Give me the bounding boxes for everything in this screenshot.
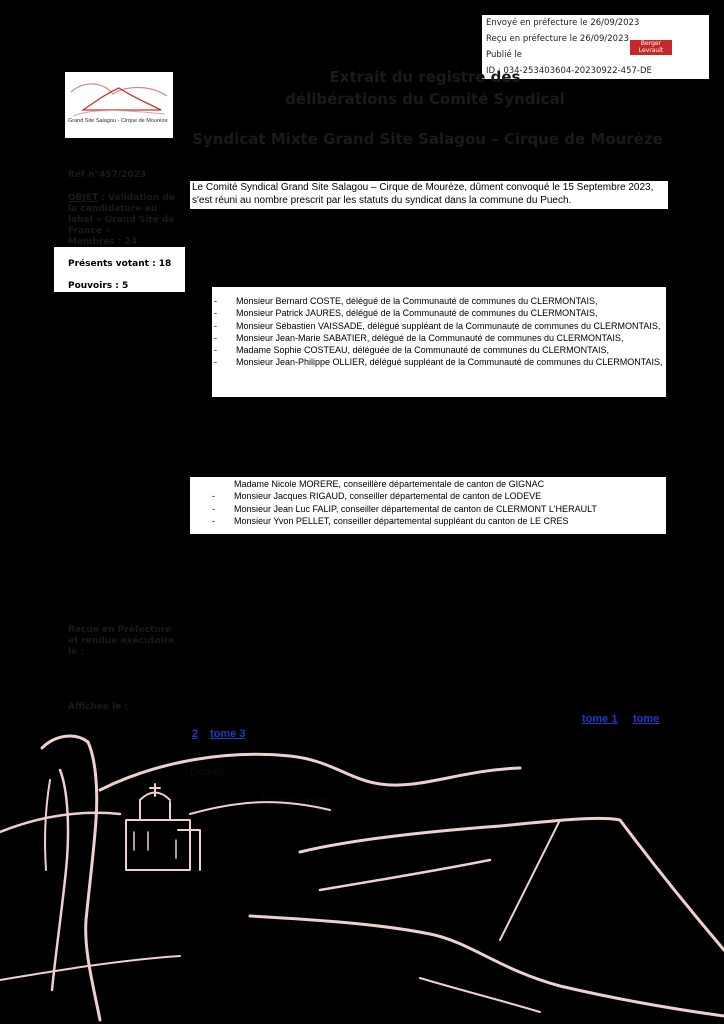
stamp-received: Reçu en préfecture le 26/09/2023 <box>486 34 629 44</box>
list-item: - Monsieur Patrick JAURES, délégué de la Communauté de communes du CLERMONTAIS, <box>214 308 598 319</box>
reference-number: Réf n°457/2023 <box>68 170 147 180</box>
org-name: Syndicat Mixte Grand Site Salagou – Cirque de Mourèze <box>192 130 663 148</box>
objet-label: OBJET <box>68 193 99 203</box>
tome-1-link[interactable]: tome 1 <box>582 713 618 725</box>
list-item: - Monsieur Jean-Philippe OLLIER, délégué suppléant de la Communauté de communes du CLERMONTAIS, <box>214 357 663 368</box>
list-item: - Monsieur Yvon PELLET, conseiller départemental suppléant du canton de LE CRES <box>212 515 569 526</box>
logo-caption: Grand Site Salagou - Cirque de Mourèze <box>68 118 168 124</box>
objet-block <box>68 193 184 237</box>
list-item: - Monsieur Jacques RIGAUD, conseiller départemental de canton de LODEVE <box>212 491 542 502</box>
delegates-list <box>212 295 666 369</box>
pouvoirs-count: Pouvoirs : 5 <box>68 281 129 291</box>
stamp-sent: Envoyé en préfecture le 26/09/2023 <box>486 18 640 28</box>
landscape-logo-icon <box>65 72 173 138</box>
recue-prefecture: Reçue en Préfecture et rendue exécutoire le : <box>68 625 175 657</box>
faint-text-line1: Depuis <box>190 766 225 778</box>
list-item: Madame Nicole MORERE, conseillère départementale de canton de GIGNAC <box>234 479 545 489</box>
affichee-le: Affichée le : <box>68 702 129 712</box>
grand-site-logo <box>65 72 173 138</box>
stamp-published: Publié le <box>486 50 523 60</box>
objet-text: : Validation de la candidature au label « Grand Site de France » <box>68 193 175 236</box>
presents-count: Présents votant : 18 <box>68 259 172 269</box>
delegates-list-box <box>212 287 666 397</box>
berger-levrault-logo: Berger Levrault <box>630 40 672 55</box>
list-item: - Monsieur Jean Luc FALIP, conseiller départemental de canton de CLERMONT L'HERAULT <box>212 503 597 514</box>
doc-title-line1: Extrait du registre des <box>329 68 521 86</box>
landscape-sketch-illustration <box>0 720 724 1024</box>
tome-2-link[interactable]: tome <box>633 713 660 725</box>
councillors-list-box <box>190 477 666 534</box>
intro-paragraph: Le Comité Syndical Grand Site Salagou – Cirque de Mourèze, dûment convoqué le 15 Septembre 2023, s'est réuni au nombre prescrit par les statuts du syndicat dans la commune du Puech. <box>190 181 668 209</box>
tome-2-link-continued[interactable]: 2 <box>192 728 199 740</box>
membres-count: Membres : 24 <box>68 237 138 247</box>
councillors-list <box>190 478 666 527</box>
doc-title-line2: délibérations du Comité Syndical <box>285 90 565 108</box>
faint-text-line2: l'engagement <box>262 796 328 808</box>
stamp-id: ID : 034-253403604-20230922-457-DE <box>486 66 652 76</box>
list-item: - Monsieur Sébastien VAISSADE, délégué suppléant de la Communauté de communes du CLERMONTAIS, <box>214 320 661 331</box>
list-item: - Monsieur Bernard COSTE, délégué de la Communauté de communes du CLERMONTAIS, <box>214 296 598 306</box>
attendance-box <box>54 247 185 292</box>
tome-3-link[interactable]: tome 3 <box>210 728 246 740</box>
list-item: - Monsieur Jean-Marie SABATIER, délégué de la Communauté de communes du CLERMONTAIS, <box>214 332 624 343</box>
list-item: - Madame Sophie COSTEAU, déléguée de la Communauté de communes du CLERMONTAIS, <box>214 345 610 356</box>
